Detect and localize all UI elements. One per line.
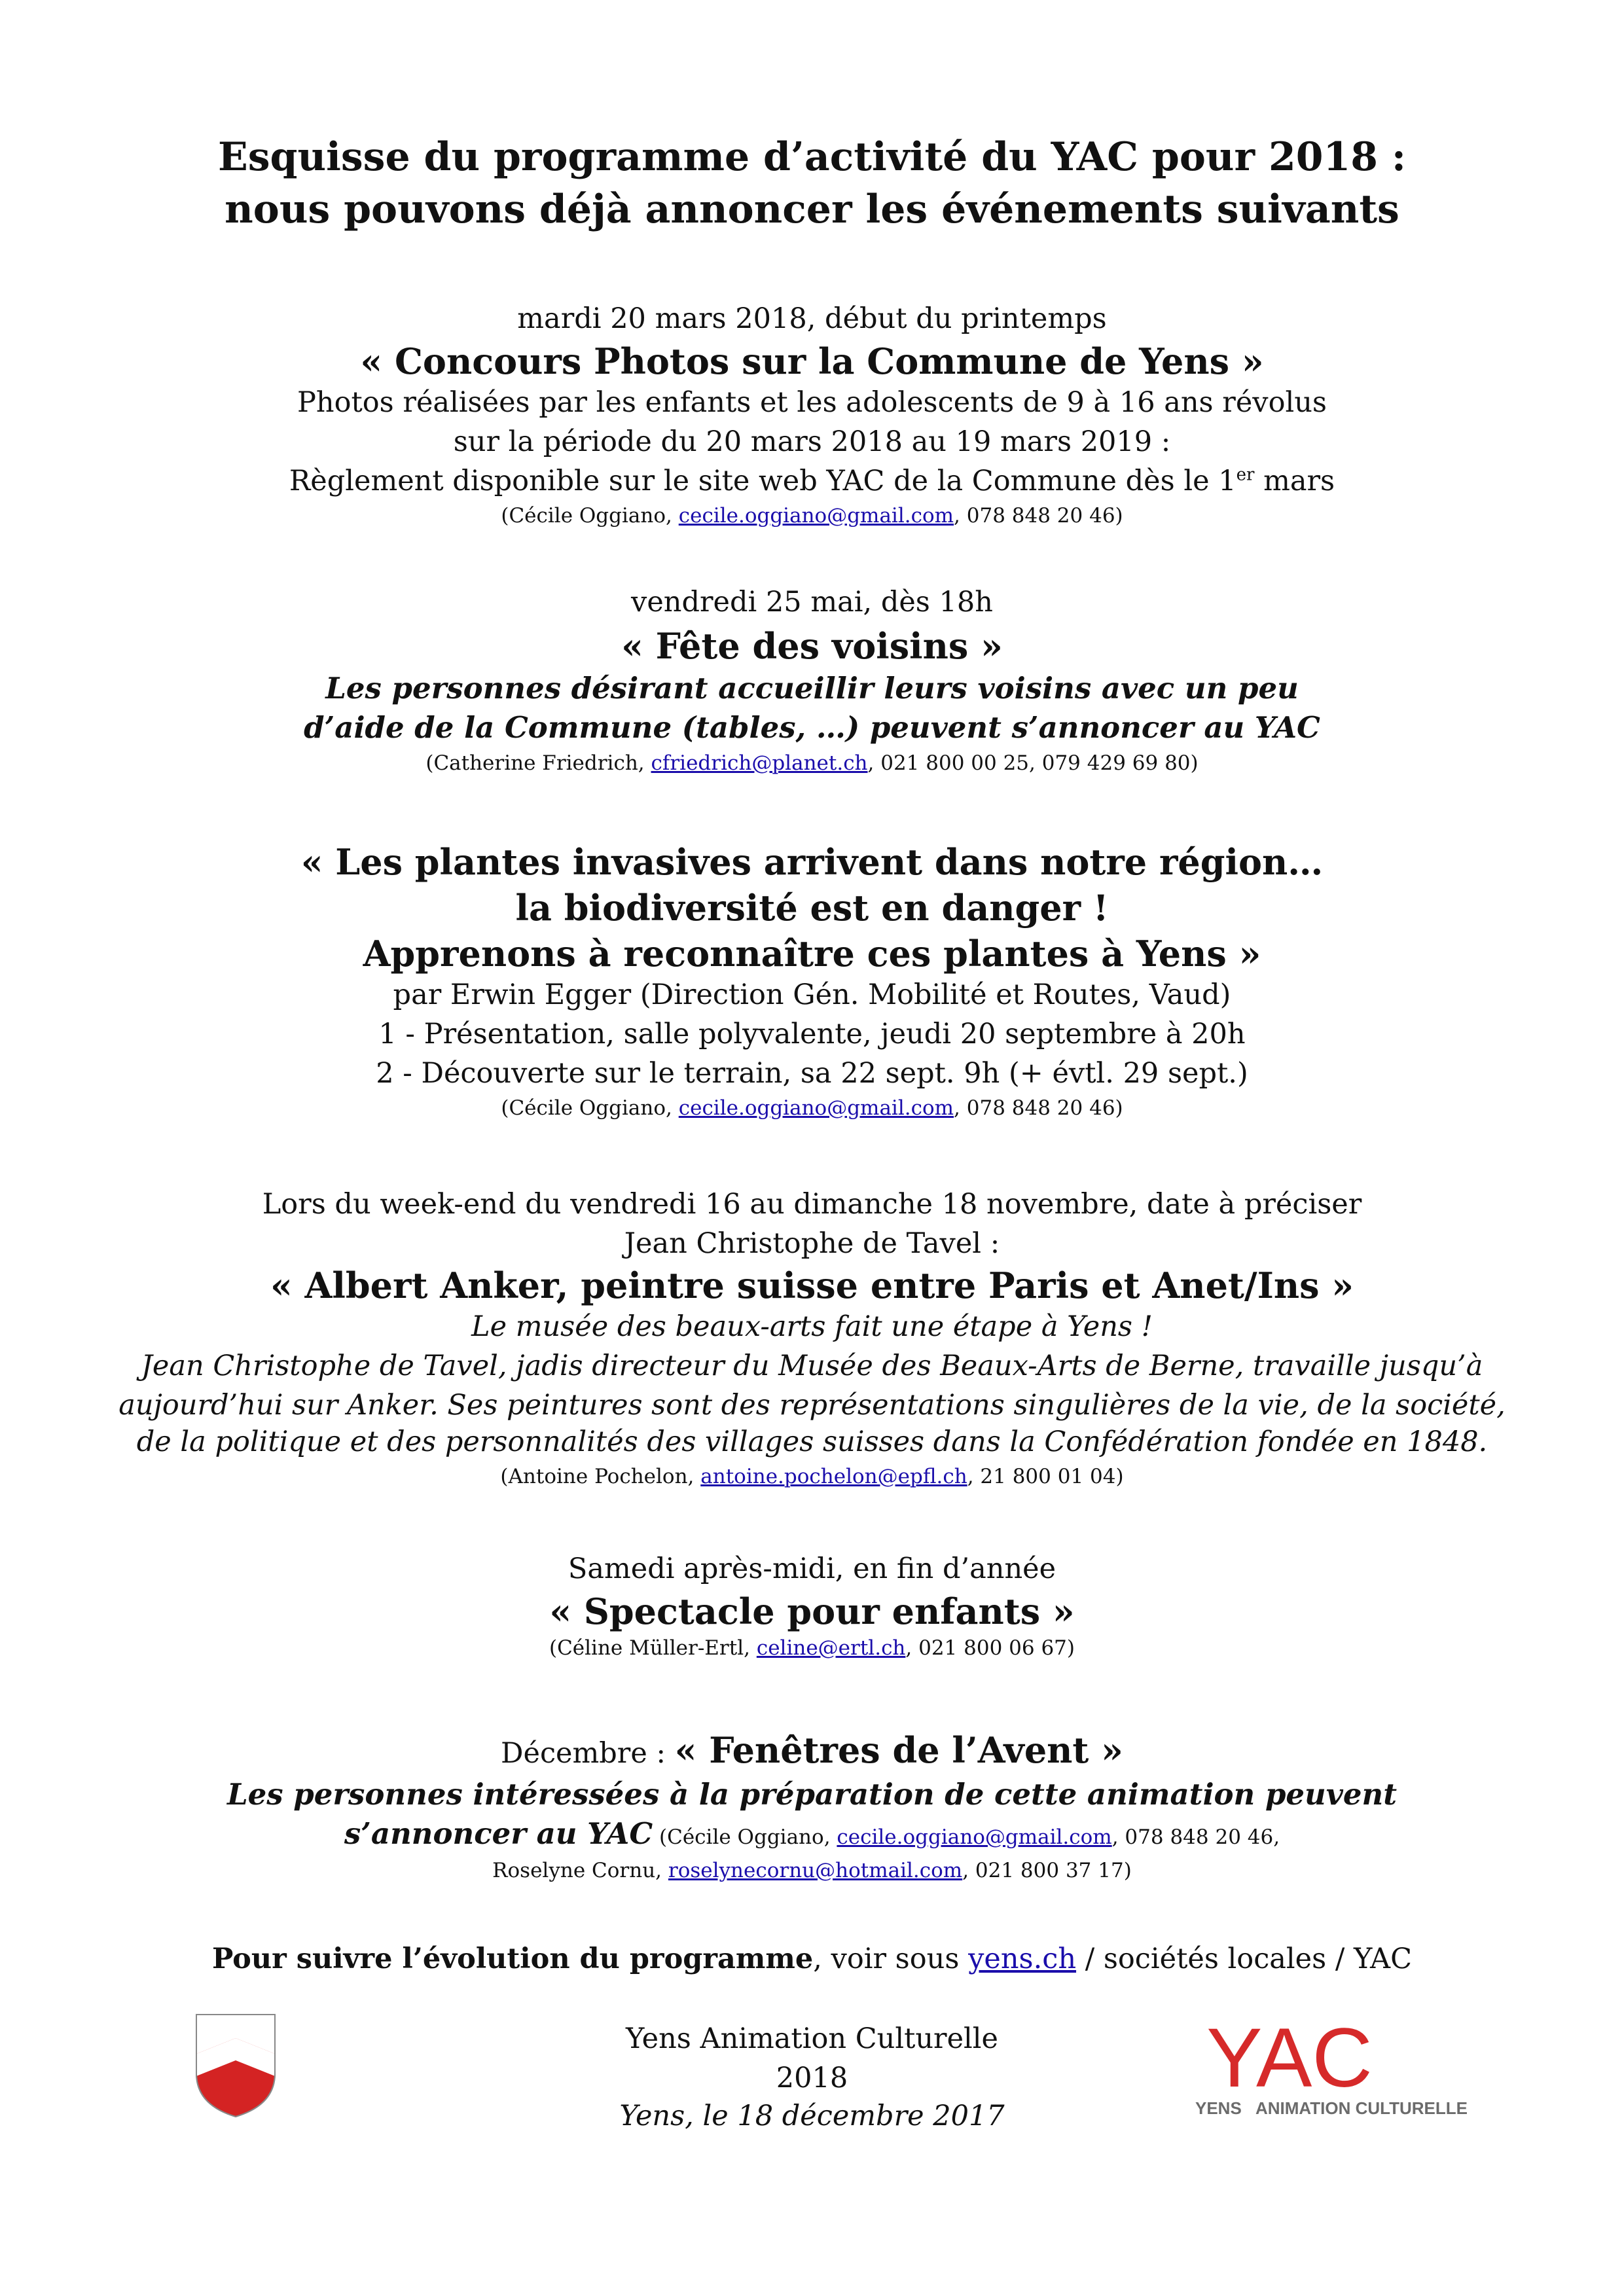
event3-title-line-3: Apprenons à reconnaître ces plantes à Yens »: [363, 933, 1261, 975]
footer-org: Yens Animation Culturelle: [626, 2022, 998, 2055]
email-link[interactable]: roselynecornu@hotmail.com: [668, 1859, 963, 1882]
event2-contact: (Catherine Friedrich, cfriedrich@planet.ch, 021 800 00 25, 079 429 69 80): [425, 751, 1199, 775]
event3-line-2: 1 - Présentation, salle polyvalente, jeudi 20 septembre à 20h: [378, 1018, 1246, 1050]
title-line-1: Esquisse du programme d’activité du YAC pour 2018 :: [218, 134, 1406, 180]
event1-title: « Concours Photos sur la Commune de Yens »: [360, 340, 1264, 382]
event6-contact-2: Roselyne Cornu, roselynecornu@hotmail.com, 021 800 37 17): [492, 1859, 1132, 1882]
superscript: er: [1236, 465, 1255, 485]
email-link[interactable]: celine@ertl.ch: [756, 1636, 906, 1660]
event4-line-3: aujourd’hui sur Anker. Ses peintures sont des représentations singulières de la vie, de la société,: [118, 1389, 1506, 1422]
event4-line-1: Le musée des beaux-arts fait une étape à Yens !: [471, 1310, 1153, 1343]
event2-line-2: d’aide de la Commune (tables, …) peuvent s’annoncer au YAC: [304, 710, 1320, 745]
event1-contact: (Cécile Oggiano, cecile.oggiano@gmail.com, 078 848 20 46): [501, 504, 1123, 528]
event2-line-1: Les personnes désirant accueillir leurs voisins avec un peu: [325, 671, 1299, 706]
event3-line-1: par Erwin Egger (Direction Gén. Mobilité et Routes, Vaud): [393, 978, 1231, 1011]
footer-place-date: Yens, le 18 décembre 2017: [619, 2100, 1005, 2132]
email-link[interactable]: cfriedrich@planet.ch: [651, 751, 868, 775]
event5-date: Samedi après-midi, en fin d’année: [568, 1552, 1056, 1585]
event5-title: « Spectacle pour enfants »: [549, 1590, 1075, 1632]
footer-year: 2018: [776, 2062, 848, 2094]
title-line-2: nous pouvons déjà annoncer les événements suivants: [225, 187, 1399, 232]
event4-contact: (Antoine Pochelon, antoine.pochelon@epfl.ch, 21 800 01 04): [500, 1465, 1124, 1488]
event2-title: « Fête des voisins »: [621, 625, 1003, 667]
email-link[interactable]: antoine.pochelon@epfl.ch: [700, 1465, 967, 1488]
event6-line-1: Les personnes intéressées à la préparation de cette animation peuvent: [226, 1777, 1398, 1812]
email-link[interactable]: cecile.oggiano@gmail.com: [678, 504, 954, 528]
event4-line-4: de la politique et des personnalités des villages suisses dans la Confédération fondée en 1848.: [136, 1426, 1488, 1458]
logo-tagline-left: YENS: [1195, 2098, 1242, 2118]
event6-heading: [0, 1729, 1624, 1771]
email-link[interactable]: cecile.oggiano@gmail.com: [678, 1096, 954, 1120]
event4-date: Lors du week-end du vendredi 16 au dimanche 18 novembre, date à préciser: [262, 1188, 1362, 1221]
event3-line-3: 2 - Découverte sur le terrain, sa 22 sept. 9h (+ évtl. 29 sept.): [376, 1057, 1248, 1090]
yac-logo: [1191, 2009, 1468, 2121]
event6-line-2: s’annoncer au YAC (Cécile Oggiano, cecile.oggiano@gmail.com, 078 848 20 46,: [344, 1816, 1280, 1851]
yens-coat-of-arms-icon: [195, 2013, 276, 2118]
logo-letters: YAC: [1206, 2011, 1373, 2105]
event5-contact: (Céline Müller-Ertl, celine@ertl.ch, 021 800 06 67): [549, 1636, 1075, 1660]
event4-speaker: Jean Christophe de Tavel :: [624, 1227, 1000, 1260]
event3-title-line-2: la biodiversité est en danger !: [515, 887, 1109, 929]
event4-title: « Albert Anker, peintre suisse entre Paris et Anet/Ins »: [270, 1265, 1354, 1306]
event4-line-2: Jean Christophe de Tavel, jadis directeur du Musée des Beaux-Arts de Berne, travaille jusqu’à: [141, 1350, 1483, 1382]
event2-date: vendredi 25 mai, dès 18h: [631, 586, 993, 619]
email-link[interactable]: cecile.oggiano@gmail.com: [837, 1825, 1112, 1849]
event6-title: « Fenêtres de l’Avent »: [674, 1729, 1123, 1771]
event1-date: mardi 20 mars 2018, début du printemps: [517, 302, 1107, 335]
event3-contact: (Cécile Oggiano, cecile.oggiano@gmail.com, 078 848 20 46): [501, 1096, 1123, 1120]
event6-date: Décembre :: [501, 1737, 675, 1770]
logo-tagline-right: ANIMATION CULTURELLE: [1255, 2098, 1468, 2118]
event1-line-1: Photos réalisées par les enfants et les adolescents de 9 à 16 ans révolus: [297, 386, 1327, 419]
website-link[interactable]: yens.ch: [968, 1943, 1077, 1975]
event3-title-line-1: « Les plantes invasives arrivent dans notre région…: [300, 841, 1324, 883]
event1-line-3: Règlement disponible sur le site web YAC de la Commune dès le 1er mars: [289, 465, 1335, 497]
follow-line: Pour suivre l’évolution du programme, voir sous yens.ch / sociétés locales / YAC: [211, 1943, 1413, 1975]
event1-line-2: sur la période du 20 mars 2018 au 19 mars 2019 :: [453, 425, 1171, 458]
